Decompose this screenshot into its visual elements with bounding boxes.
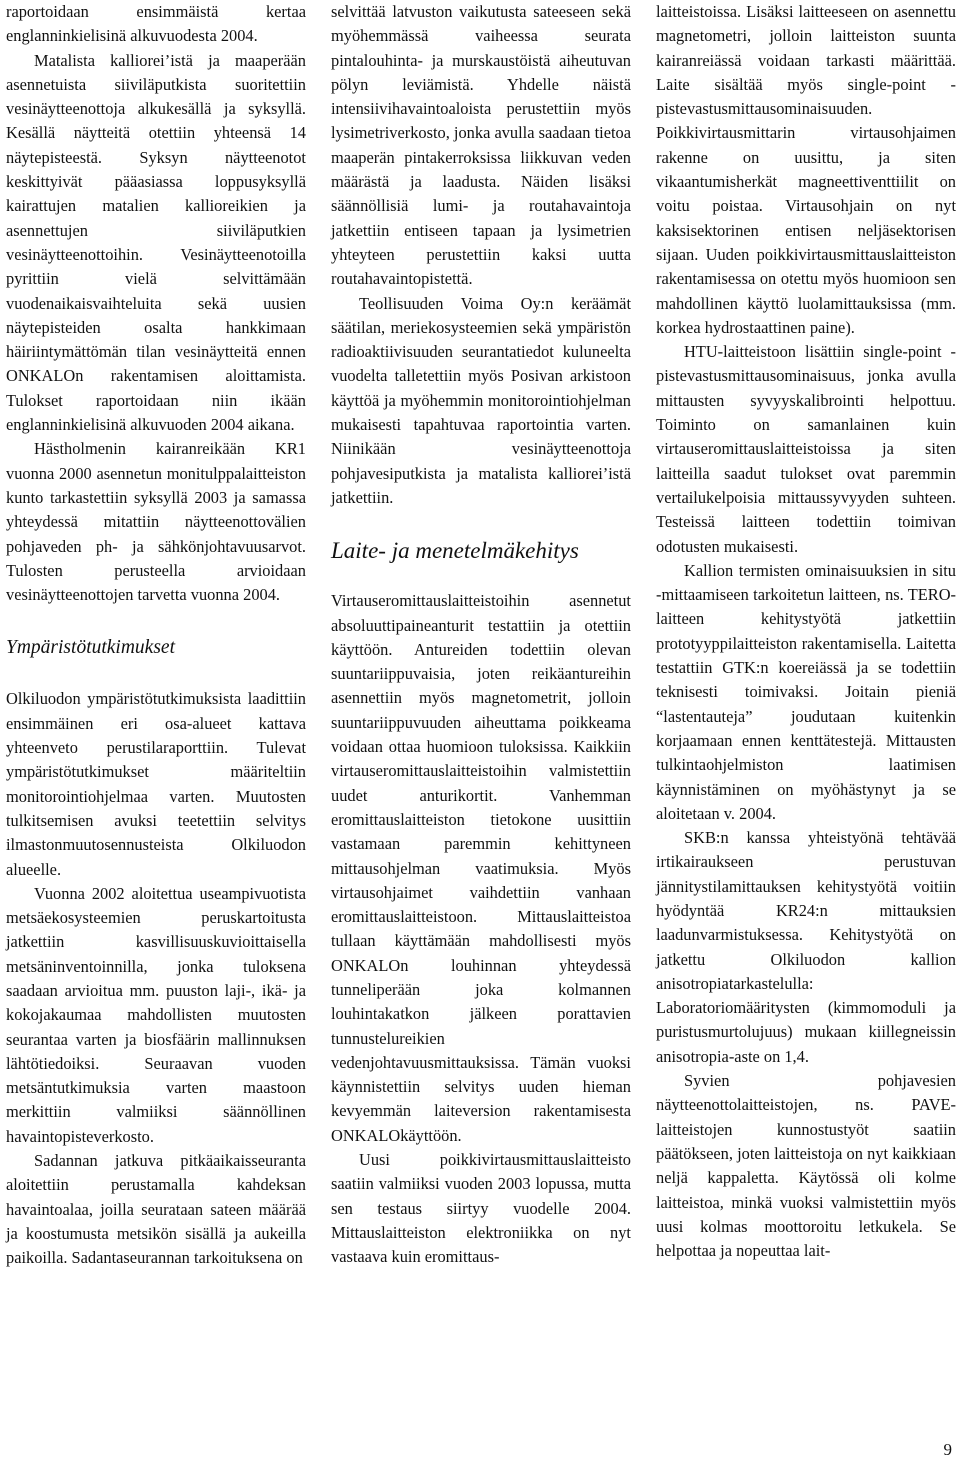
paragraph: Kallion termisten ominaisuuksien in situ -mittaamiseen tarkoitetun laitteen, ns. TERO-laitteen kehitystyötä jatkettiin prototyyppilaitteiston rakentamisella. Laitetta testattiin GTK:n koereiässä ja se todettiin teknisesti toimivaksi. Joitain pieniä “lastentauteja” joudutaan kuitenkin korjaamaan ennen kenttätestejä. Mittausten tulkintaohjelmiston laatimisen käynnistäminen on myöhästynyt ja se aloitetaan v. 2004.	[656, 560, 956, 823]
paragraph: Hästholmenin kairanreikään KR1 vuonna 2000 asennetun monitulppalaitteiston kunto tarkastettiin syksyllä 2003 ja samassa yhteydessä mitattiin näytteenottovälien pohjaveden ph- ja sähkönjohtavuusarvot. Tulosten perusteella arvioidaan vesinäytteenottojen tarvetta vuonna 2004.	[6, 439, 306, 605]
section-heading-laite-ja-menetelmakehitys: Laite- ja menetelmäkehitys	[331, 538, 579, 564]
paragraph: Syvien pohjavesien näytteenottolaitteistojen, ns. PAVE-laitteistojen kunnostustyöt saatiin päätökseen, joten laitteistoja on nyt kaikkiaan neljä kappaletta. Käytössä oli kolme laitteistoa, minkä vuoksi valmistettiin myös uusi kolmas moottoroitu letkukela. Se helpottaa ja nopeuttaa lait-	[656, 1071, 956, 1261]
paragraph: selvittää latvuston vaikutusta sateeseen sekä myöhemmässä vaiheessa seurata pintalouhinta- ja murskaustöistä aiheutuvan pölyn leviämistä. Yhdelle näistä intensiivihavaintoaloista perustettiin myös lysimetriverkosto, jonka avulla saadaan tietoa maaperän pintakerroksissa liikkuvan veden määrästä ja laadusta. Näiden lisäksi säännöllisiä lumi- ja routahavaintoja jatkettiin entiseen tapaan ja lysimetrien yhteyteen perustettiin kaksi uutta routahavaintopistettä.	[331, 2, 631, 289]
paragraph: HTU-laitteistoon lisättiin single-point -pistevastusmittausominaisuus, jonka avulla mittausten syvyyskalibrointi helpottuu. Toiminto on samanlainen kuin virtauseromittauslaitteistoissa ja siten laitteilla saadut tulokset ovat paremmin vertailukelpoisia mittaussyvyyden suhteen. Testeissä laitteen todettiin toimivan odotusten mukaisesti.	[656, 342, 956, 556]
paragraph: SKB:n kanssa yhteistyönä tehtävää irtikairaukseen perustuvan jännitystilamittauksen kehitystyötä voitiin hyödyntää KR24:n mittauksien laadunvarmistuksessa. Kehitystyötä on jatkettu Olkiluodon kallion anisotropiatarkastelulla: Laboratoriomääritysten (kimmomoduli ja puristusmurtolujuus) mukaan kiillegneissin anisotropia-aste on 1,4.	[656, 828, 956, 1066]
paragraph: Sadannan jatkuva pitkäaikaisseuranta aloitettiin perustamalla kahdeksan havaintoalaa, joilla seurataan sateen määrää ja koostumusta metsikön sisällä ja aukeilla paikoilla. Sadantaseurannan tarkoituksena on	[6, 1151, 306, 1268]
paragraph: Matalista kalliorei’istä ja maaperään asennetuista siiviläputkista suoritettiin vesinäytteenottoja alkukesällä ja syksyllä. Kesällä näytteitä otettiin yhteensä 14 näytepisteestä. Syksyn näytteenotot keskittyivät pääasiassa loppusyksyllä kairattujen matalien kallioreikien ja asennettujen siiviläputkien vesinäytteenottoihin. Vesinäytteenotoilla pyrittiin vielä selvittämään vuodenaikaisvaihteluita sekä uusien näytepisteiden osalta hankkimaan häiriintymättömän tilan vesinäytteitä ennen ONKALOn rakentamisen aloittamista. Tulokset raportoidaan niin ikään englanninkielisinä alkuvuoden 2004 aikana.	[6, 50, 306, 435]
text-column-3	[656, 0, 956, 1263]
paragraph: Vuonna 2002 aloitettua useampivuotista metsäekosysteemien peruskartoitusta jatkettiin kasvillisuuskuvioittaisella metsäninventoinnilla, jonka tuloksena saadaan arvioitua mm. puuston laji-, ikä- ja kokojakaumaa mahdollisten muutosten seurantaa varten ja biosfäärin mallinnuksen lähtötiedoiksi. Seuraavan vuoden metsäntutkimuksia varten maastoon merkittiin valmiiksi säännöllinen havaintopisteverkosto.	[6, 883, 306, 1146]
page-number: 9	[943, 1440, 952, 1459]
paragraph: Olkiluodon ympäristötutkimuksista laadittiin ensimmäinen eri osa-alueet kattava yhteenveto perustilaraporttiin. Tulevat ympäristötutkimukset määriteltiin monitorointiohjelmaa varten. Muutosten tulkitsemisen avuksi teetettiin selvitys ilmastonmuutosennusteista Olkiluodon alueelle.	[6, 689, 306, 879]
paragraph: laitteistoissa. Lisäksi laitteeseen on asennettu magnetometri, jolloin laitteiston suunta kairanreiässä voidaan tarkasti määrittää. Laite sisältää myös single-point -pistevastusmittausominaisuuden. Poikkivirtausmittarin virtausohjaimen rakenne on uusittu, ja siten vikaantumisherkät magneettiventtiilit on voitu poistaa. Virtausohjain on nyt kaksisektorinen entisen neljäsektorisen sijaan. Uuden poikkivirtausmittauslaitteiston rakentamisessa on otettu myös huomioon sen mahdollinen käyttö luolamittauksissa (mm. korkea hydrostaattinen paine).	[656, 2, 956, 337]
section-heading-ymparistotutkimukset: Ympäristötutkimukset	[6, 637, 175, 659]
text-column-1	[6, 0, 306, 1271]
paragraph: Virtauseromittauslaitteistoihin asennetut absoluuttipaineanturit testattiin ja otettiin käyttöön. Antureiden todettiin olevan suuntariippuvaisia, joten reikäantureihin asennettiin myös magnetometrit, jolloin suuntariippuvuuden aiheuttama poikkeama voidaan ottaa huomioon tuloksissa. Kaikkiin virtauseromittauslaitteistoihin valmistettiin uudet anturikortit. Vanhemman eromittauslaitteiston tietokone uusittiin vastamaan paremmin kehittyneen mittausohjelman vaatimuksia. Myös virtausohjaimet vaihdettiin vanhaan eromittauslaitteistoon. Mittauslaitteistoa tullaan käyttämään mahdollisesti myös ONKALOn louhinnan yhteydessä tunneliperään joka kolmannen louhintakatkon jälkeen porattavien tunnustelureikien vedenjohtavuusmittauksissa. Tämän vuoksi käynnistettiin selvitys uuden hieman kevyemmän laiteversion rakentamisesta ONKALOkäyttöön.	[331, 591, 631, 1145]
paragraph: raportoidaan ensimmäistä kertaa englanninkielisinä alkuvuodesta 2004.	[6, 2, 306, 46]
text-column-2	[331, 0, 631, 1270]
paragraph: Uusi poikkivirtausmittauslaitteisto saatiin valmiiksi vuoden 2003 lopussa, mutta sen testaus siirtyy vuodelle 2004. Mittauslaitteiston elektroniikka on nyt vastaava kuin eromittaus-	[331, 1150, 631, 1267]
paragraph: Teollisuuden Voima Oy:n keräämät säätilan, meriekosysteemien sekä ympäristön radioaktiivisuuden seurantatiedot kuluneelta vuodelta talletettiin myös Posivan arkistoon käyttöä ja myöhemmin monitorointiohjelman mukaisesti tapahtuvaa raportointia varten. Niinikään vesinäytteenottoja pohjavesiputkista ja matalista kalliorei’istä jatkettiin.	[331, 293, 631, 507]
